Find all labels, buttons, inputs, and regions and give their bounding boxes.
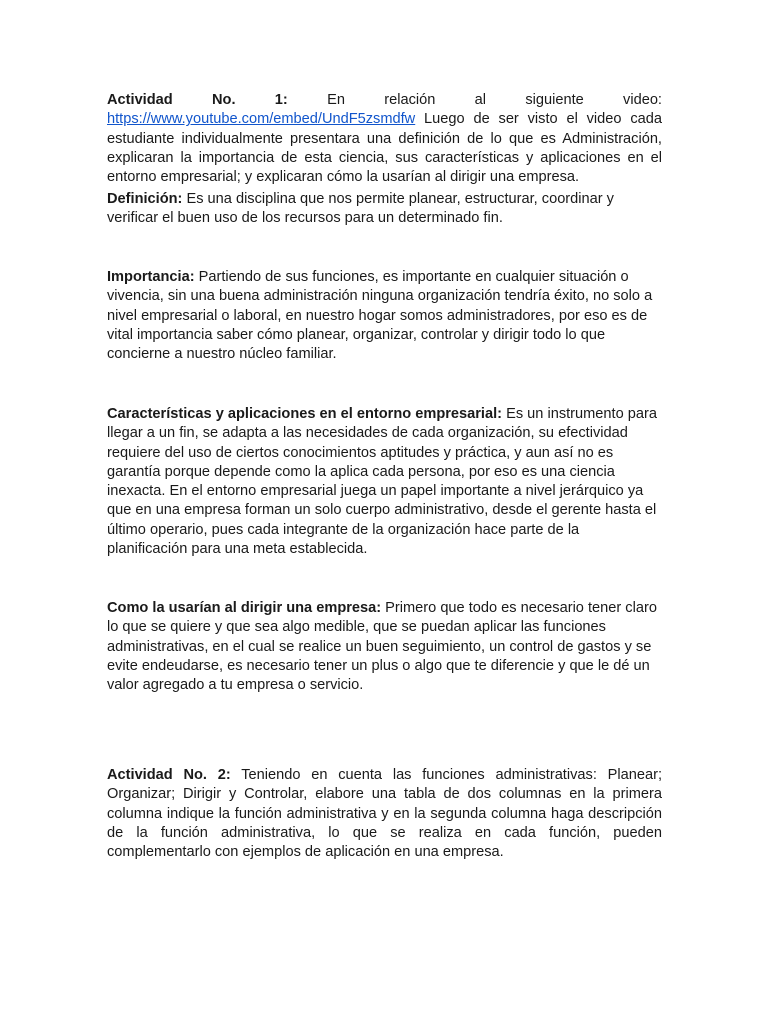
importancia-paragraph [107,268,662,364]
como-usarian-text: Primero que todo es necesario tener claro lo que se quiere y que sea algo medible, que se puedan aplicar las funciones administrativas, en el cual se realice un buen seguimiento, un control de gastos y se evite endeudarse, es necesario tener un plus o algo que te diferencie y que le dé un valor agregado a tu empresa o servicio. [107,600,657,694]
importancia-label: Importancia: [107,269,195,285]
actividad-1-heading-line [107,91,662,110]
como-usarian-paragraph [107,599,662,695]
como-usarian-label: Como la usarían al dirigir una empresa: [107,600,382,616]
definicion-text: Es una disciplina que nos permite planear, estructurar, coordinar y verificar el buen uso de los recursos para un determinado fin. [107,191,614,227]
actividad-2-label: Actividad No. 2: [107,767,231,783]
actividad-1-text: Luego de ser visto el video cada estudiante individualmente presentara una definición de lo que es Administración, explicaran la importancia de esta ciencia, sus características y aplicaciones en el entorno empresarial; y explicaran cómo la usarían al dirigir una empresa. [107,111,662,186]
actividad-2-text: Teniendo en cuenta las funciones administrativas: Planear; Organizar; Dirigir y Controlar, elabore una tabla de dos columnas en la primera columna indique la función administrativa y en la segunda columna haga descripción de la función administrativa, lo que se realiza en cada función, pueden complementarlo con ejemplos de aplicación en una empresa. [107,767,662,861]
actividad-1-body [107,110,662,187]
definicion-label: Definición: [107,191,183,207]
definicion-paragraph [107,190,662,229]
actividad-2-paragraph [107,766,662,862]
caracteristicas-paragraph [107,405,662,559]
actividad-1-paragraph [107,91,662,187]
actividad-1-label: Actividad No. 1: [107,92,288,108]
youtube-video-link[interactable]: https://www.youtube.com/embed/UndF5zsmdfw [107,111,416,128]
caracteristicas-text: Es un instrumento para llegar a un fin, se adapta a las necesidades de cada organización, su efectividad requiere del uso de ciertos conocimientos aptitudes y práctica, y aun así no es garantía porque depende como la aplica cada persona, por eso es una ciencia inexacta. En el entorno empresarial juega un papel importante a nivel jerárquico ya que en una empresa forman un solo cuerpo administrativo, desde el gerente hasta el último operario, pues cada integrante de la organización hace parte de la planificación para una meta establecida. [107,406,657,558]
actividad-1-intro: En relación al siguiente video: [327,92,662,108]
caracteristicas-label: Características y aplicaciones en el entorno empresarial: [107,406,503,422]
importancia-text: Partiendo de sus funciones, es importante en cualquier situación o vivencia, sin una buena administración ninguna organización tendría éxito, no solo a nivel empresarial o laboral, en nuestro hogar somos administradores, por eso es de vital importancia saber cómo planear, organizar, controlar y dirigir todo lo que concierne a nuestro núcleo familiar. [107,269,653,363]
